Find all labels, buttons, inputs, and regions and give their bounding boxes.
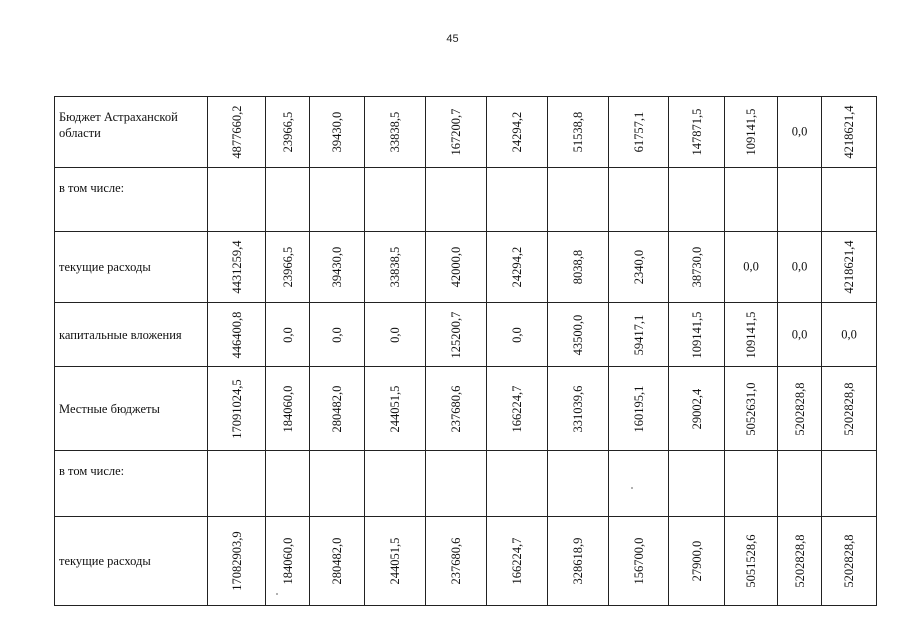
cell-value: 39430,0 [330, 111, 344, 153]
cell-value: 5051528,6 [744, 534, 758, 588]
value-cell [724, 450, 777, 516]
value-cell [547, 516, 608, 606]
value-cell [668, 366, 724, 450]
value-cell [668, 450, 724, 516]
value-cell [777, 450, 821, 516]
value-cell [207, 366, 265, 450]
value-cell [425, 167, 486, 231]
cell-value: 0,0 [330, 326, 344, 343]
value-cell [821, 96, 877, 167]
value-cell [364, 167, 425, 231]
value-cell [486, 231, 547, 302]
cell-value: 4431259,4 [229, 240, 244, 294]
value-cell [207, 450, 265, 516]
cell-value: 59417,1 [631, 314, 646, 355]
value-cell [608, 231, 668, 302]
value-cell [668, 516, 724, 606]
value-cell [547, 450, 608, 516]
row-label-cell [54, 450, 207, 516]
cell-value: 237680,6 [449, 385, 463, 432]
cell-value: 328618,9 [571, 537, 585, 585]
cell-value: 5052631,0 [744, 381, 758, 436]
value-cell [309, 167, 364, 231]
value-cell [265, 516, 309, 606]
cell-value: 280482,0 [330, 385, 344, 432]
value-cell [309, 302, 364, 366]
row-label-cell [54, 167, 207, 231]
value-cell [486, 167, 547, 231]
value-cell [821, 167, 877, 231]
value-cell [425, 231, 486, 302]
value-cell [486, 366, 547, 450]
value-cell [777, 366, 821, 450]
value-cell [364, 96, 425, 167]
value-cell [547, 302, 608, 366]
value-cell [724, 96, 777, 167]
cell-value: 5202828,8 [792, 534, 807, 588]
value-cell [777, 516, 821, 606]
table-row [54, 167, 877, 231]
row-label-cell [54, 302, 207, 366]
cell-value: 0,0 [510, 326, 524, 343]
value-cell [821, 302, 877, 366]
cell-value: 5202828,8 [842, 381, 856, 436]
value-cell [309, 450, 364, 516]
value-cell [724, 516, 777, 606]
cell-value: 27900,0 [689, 540, 704, 582]
cell-value: 125200,7 [449, 311, 463, 358]
value-cell [724, 366, 777, 450]
cell-value: 184060,0 [280, 537, 295, 585]
cell-value: 166224,7 [510, 385, 524, 432]
cell-value: 23966,5 [280, 111, 295, 153]
table-row [54, 96, 877, 167]
value-cell [724, 302, 777, 366]
cell-value: 0,0 [388, 326, 402, 343]
row-label-cell [54, 516, 207, 606]
value-cell [608, 302, 668, 366]
row-label: текущие расходы [59, 260, 151, 274]
value-cell [608, 516, 668, 606]
cell-value: 17082903,9 [229, 531, 244, 591]
cell-value: 0,0 [791, 327, 808, 341]
row-label: в том числе: [59, 464, 125, 478]
value-cell [207, 96, 265, 167]
cell-value: 51538,8 [571, 111, 585, 153]
value-cell [777, 231, 821, 302]
row-label: текущие расходы [59, 554, 151, 568]
value-cell [486, 96, 547, 167]
value-cell [265, 167, 309, 231]
value-cell [668, 167, 724, 231]
value-cell [364, 231, 425, 302]
cell-value: 0,0 [280, 326, 295, 343]
value-cell [265, 96, 309, 167]
table-row [54, 516, 877, 606]
value-cell [265, 231, 309, 302]
cell-value: 43500,0 [571, 314, 585, 355]
value-cell [821, 366, 877, 450]
value-cell [309, 516, 364, 606]
cell-value: 29002,4 [689, 388, 704, 429]
value-cell [668, 231, 724, 302]
cell-value: 61757,1 [631, 111, 646, 153]
value-cell [547, 167, 608, 231]
row-label-cell [54, 96, 207, 167]
value-cell [724, 231, 777, 302]
value-cell [668, 302, 724, 366]
cell-value: 33838,5 [388, 246, 402, 288]
table-row [54, 302, 877, 366]
cell-value: 38730,0 [689, 246, 704, 288]
value-cell [207, 516, 265, 606]
cell-value: 237680,6 [449, 537, 463, 585]
cell-value: 280482,0 [330, 537, 344, 585]
cell-value: 4218621,4 [842, 240, 856, 294]
cell-value: 160195,1 [631, 385, 646, 432]
cell-value: 244051,5 [388, 385, 402, 432]
cell-value: 39430,0 [330, 246, 344, 288]
cell-value: 446400,8 [229, 311, 244, 358]
cell-value: 8038,8 [571, 249, 585, 285]
cell-value: 42000,0 [449, 246, 463, 288]
cell-value: 4218621,4 [842, 105, 856, 159]
value-cell [821, 516, 877, 606]
row-label-cell [54, 231, 207, 302]
value-cell [547, 366, 608, 450]
cell-value: 331039,6 [571, 385, 585, 432]
cell-value: 156700,0 [631, 537, 646, 585]
value-cell [207, 231, 265, 302]
cell-value: 23966,5 [280, 246, 295, 288]
value-cell [265, 366, 309, 450]
value-cell [425, 96, 486, 167]
value-cell [364, 302, 425, 366]
cell-value: 166224,7 [510, 537, 524, 585]
cell-value: 109141,5 [744, 311, 758, 358]
table-row [54, 231, 877, 302]
value-cell [547, 96, 608, 167]
cell-value: 0,0 [743, 259, 759, 274]
value-cell [608, 450, 668, 516]
value-cell [265, 302, 309, 366]
cell-value: 109141,5 [689, 311, 704, 358]
value-cell [309, 231, 364, 302]
value-cell [724, 167, 777, 231]
cell-value: 33838,5 [388, 111, 402, 153]
row-label: в том числе: [59, 181, 125, 195]
value-cell [821, 231, 877, 302]
value-cell [486, 450, 547, 516]
value-cell [777, 302, 821, 366]
row-label: Местные бюджеты [59, 401, 160, 416]
cell-value: 147871,5 [689, 108, 704, 156]
value-cell [364, 366, 425, 450]
cell-value: 184060,0 [280, 385, 295, 432]
value-cell [668, 96, 724, 167]
cell-value: 244051,5 [388, 537, 402, 585]
value-cell [821, 450, 877, 516]
value-cell [265, 450, 309, 516]
cell-value: 2340,0 [631, 249, 646, 285]
cell-value: 5202828,8 [792, 381, 807, 436]
budget-table [54, 96, 877, 606]
value-cell [425, 366, 486, 450]
value-cell [425, 516, 486, 606]
value-cell [486, 302, 547, 366]
cell-value: 0,0 [791, 259, 808, 274]
cell-value: 24294,2 [510, 246, 524, 288]
value-cell [608, 366, 668, 450]
scan-speck [276, 593, 278, 595]
value-cell [309, 366, 364, 450]
value-cell [425, 302, 486, 366]
value-cell [207, 167, 265, 231]
value-cell [425, 450, 486, 516]
row-label-cell [54, 366, 207, 450]
cell-value: 5202828,8 [842, 534, 856, 588]
cell-value: 24294,2 [510, 111, 524, 153]
table-row [54, 450, 877, 516]
cell-value: 167200,7 [449, 108, 463, 156]
value-cell [547, 231, 608, 302]
value-cell [364, 516, 425, 606]
value-cell [207, 302, 265, 366]
value-cell [309, 96, 364, 167]
value-cell [777, 167, 821, 231]
value-cell [486, 516, 547, 606]
value-cell [777, 96, 821, 167]
cell-value: 109141,5 [744, 108, 758, 156]
cell-value: 0,0 [841, 327, 857, 341]
value-cell [608, 167, 668, 231]
value-cell [364, 450, 425, 516]
scan-speck [631, 487, 633, 489]
row-label: капитальные вложения [59, 327, 182, 342]
value-cell [608, 96, 668, 167]
cell-value: 17091024,5 [229, 378, 244, 439]
row-label: Бюджет Астраханской области [59, 110, 178, 140]
cell-value: 0,0 [791, 124, 808, 139]
page-number: 45 [446, 33, 459, 45]
cell-value: 4877660,2 [229, 105, 244, 159]
table-row [54, 366, 877, 450]
